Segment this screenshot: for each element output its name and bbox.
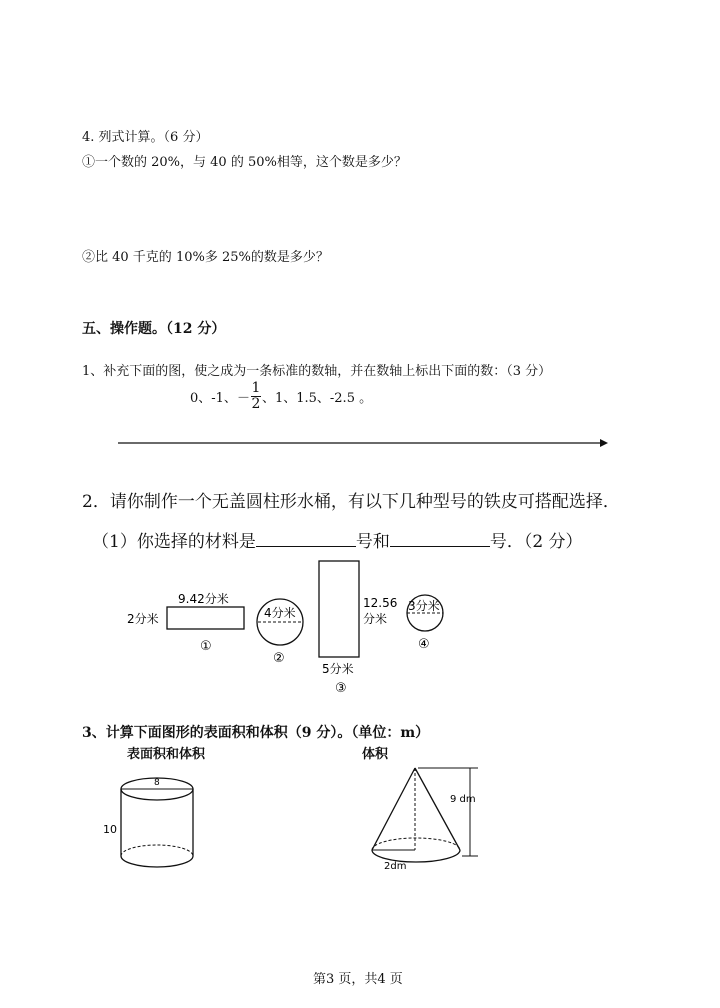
arrow-head-icon: [600, 439, 608, 447]
shape-2-number: ②: [273, 651, 285, 666]
cone-radius-label: 2dm: [384, 861, 407, 872]
cone-height-label: 9 dm: [450, 794, 476, 805]
cylinder-diameter-label: 8: [154, 778, 160, 788]
cylinder-figure: [95, 770, 215, 880]
op1-numbers: [190, 381, 372, 411]
op3-right-label: 体积: [362, 747, 389, 762]
shape-1-top-label: 9.42分米: [178, 592, 229, 606]
shape-2-label: 4分米: [264, 606, 296, 620]
op2-sub-b: 号和: [355, 532, 390, 552]
page-footer: 第3 页，共4 页: [313, 972, 403, 987]
op1-question: 1、补充下面的图，使之成为一条标准的数轴，并在数轴上标出下面的数：（3 分）: [82, 364, 552, 379]
op2-sub-c: 号．（2 分）: [489, 532, 583, 552]
op1-frac-num: 1: [251, 380, 261, 396]
shape-3-number: ③: [335, 681, 347, 696]
shape-4-label: 3分米: [408, 599, 440, 613]
cone-figure: [360, 760, 500, 880]
op2-subquestion: [92, 527, 583, 552]
op1-fraction: [251, 381, 261, 411]
shape-1-left-label: 2分米: [127, 612, 159, 626]
number-line-arrow: [110, 434, 610, 452]
shape-4-number: ④: [418, 637, 430, 652]
q4-item-1: ①一个数的 20%，与 40 的 50%相等，这个数是多少？: [82, 155, 407, 170]
shape-3-right-label-1: 12.56: [363, 596, 398, 610]
materials-diagram: [0, 555, 720, 700]
op1-minus: －: [236, 390, 250, 406]
op1-numbers-post: 、1、1.5、-2.5 。: [261, 390, 373, 406]
cylinder-height-label: 10: [103, 823, 117, 836]
op3-title: 3、计算下面图形的表面积和体积（9 分）。（单位：m）: [82, 725, 430, 741]
q4-item-2: ②比 40 千克的 10%多 25%的数是多少？: [82, 250, 329, 265]
section5-title: 五、操作题。（12 分）: [82, 321, 226, 337]
shape-3-bottom-label: 5分米: [322, 662, 354, 676]
answer-blank-1[interactable]: [256, 530, 356, 547]
cone-base-back: [372, 838, 460, 850]
shape-3-right-label-2: 分米: [363, 612, 388, 626]
op3-left-label: 表面积和体积: [127, 747, 206, 762]
cone-right-side: [415, 768, 460, 850]
cylinder-bottom-front: [121, 856, 193, 867]
shape-1-number: ①: [200, 639, 212, 654]
cylinder-bottom-back: [121, 845, 193, 856]
op1-frac-den: 2: [251, 395, 261, 412]
op1-numbers-pre: 0、-1、: [190, 390, 237, 406]
op2-question: 2．请你制作一个无盖圆柱形水桶，有以下几种型号的铁皮可搭配选择．: [82, 492, 620, 512]
q4-title: 4. 列式计算。（6 分）: [82, 130, 209, 145]
shape-1-rect: [167, 607, 244, 629]
op2-sub-a: （1）你选择的材料是: [92, 532, 256, 552]
answer-blank-2[interactable]: [390, 530, 490, 547]
shape-3-rect: [319, 561, 359, 657]
